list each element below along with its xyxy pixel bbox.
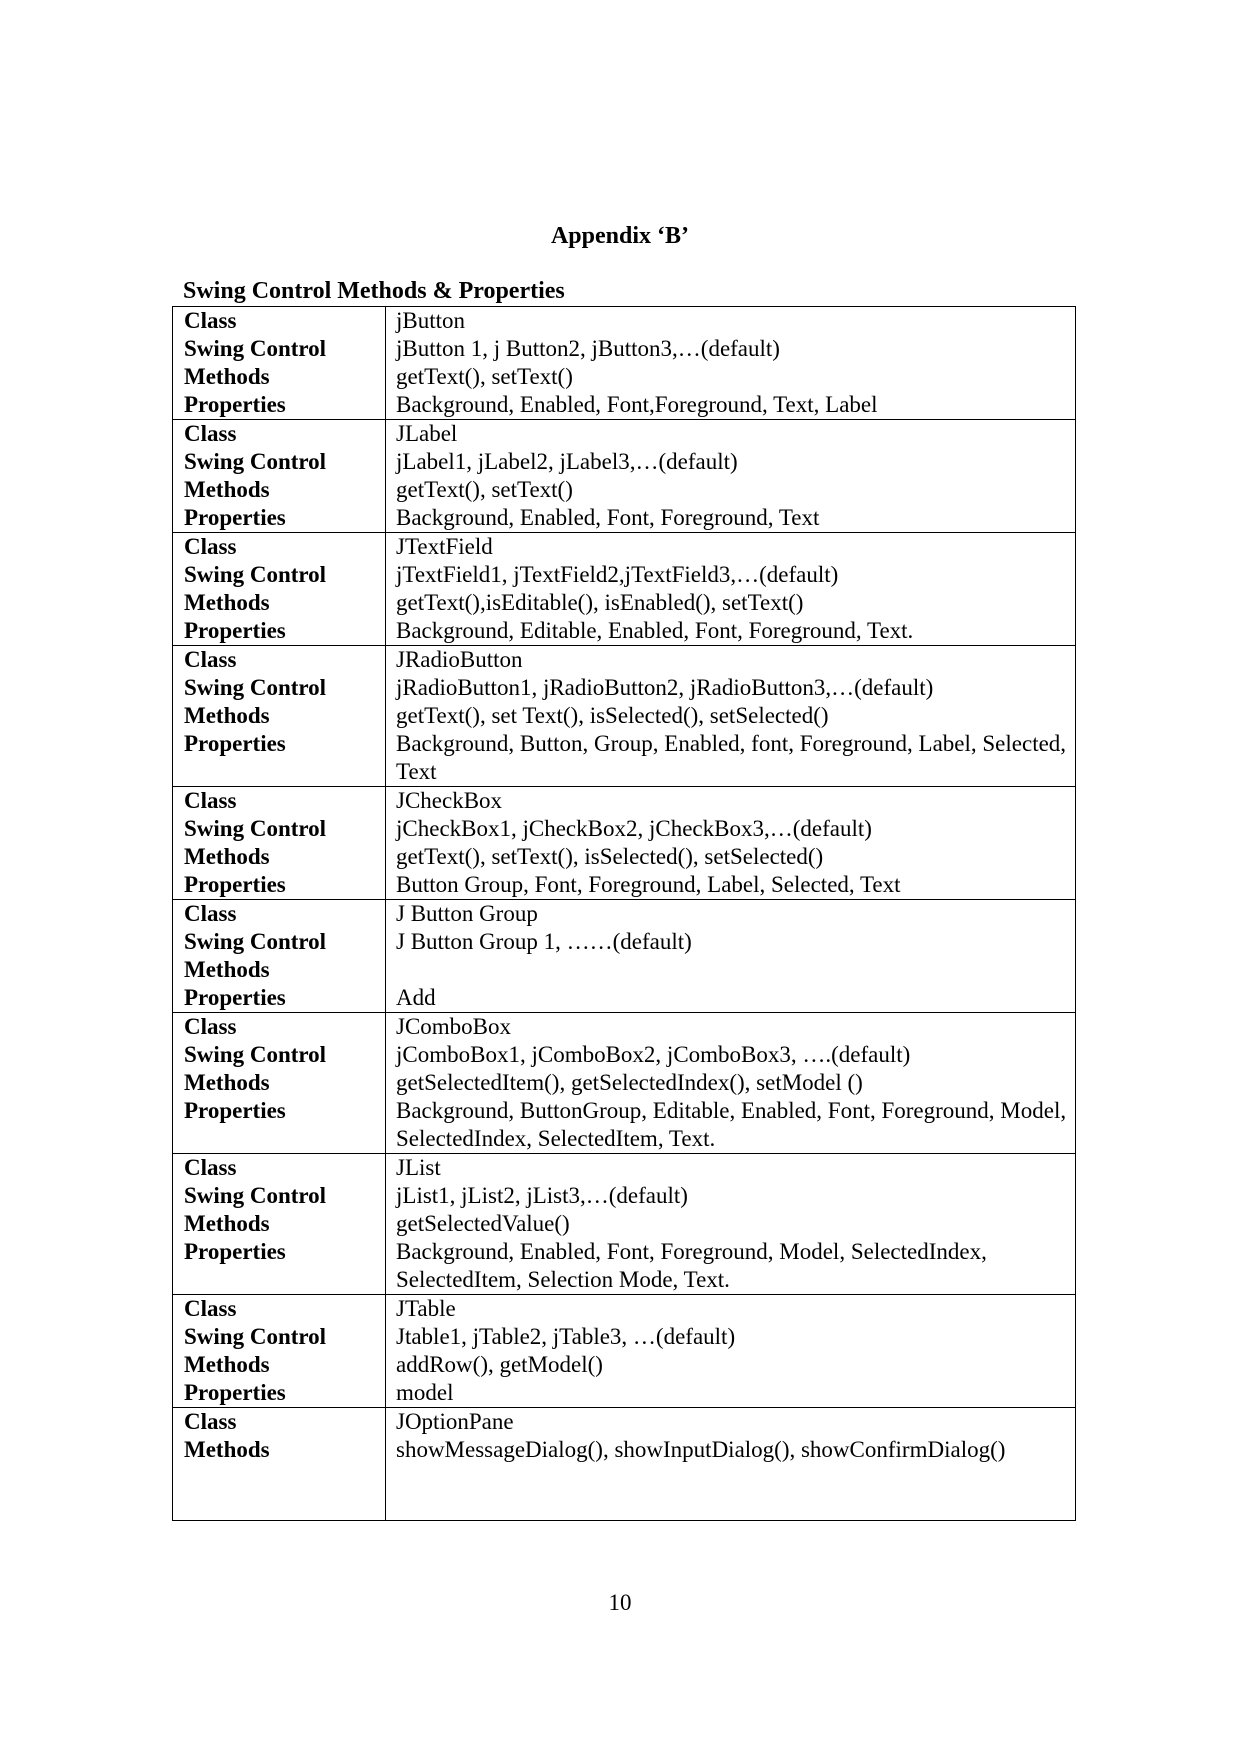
row-label: Class	[184, 534, 237, 559]
value-column	[386, 307, 1075, 419]
row-value: jComboBox1, jComboBox2, jComboBox3, ….(default)	[396, 1042, 911, 1067]
row-value: jLabel1, jLabel2, jLabel3,…(default)	[396, 449, 738, 474]
row-value: Jtable1, jTable2, jTable3, …(default)	[396, 1324, 736, 1349]
page-title: Appendix ‘B’	[550, 223, 690, 249]
page-number: 10	[608, 1590, 632, 1615]
row-value: getSelectedValue()	[396, 1211, 570, 1236]
row-value: J Button Group	[396, 901, 538, 926]
row-value: Background, Enabled, Font,Foreground, Text, Label	[396, 392, 878, 417]
row-label: Properties	[184, 1239, 286, 1264]
row-label: Swing Control	[184, 449, 327, 474]
row-value: jTextField1, jTextField2,jTextField3,…(default)	[396, 562, 839, 587]
label-column	[173, 533, 386, 645]
row-value: J Button Group 1, ……(default)	[396, 929, 692, 954]
row-value: JComboBox	[396, 1014, 512, 1039]
row-label: Methods	[184, 364, 270, 389]
row-value: Background, Button, Group, Enabled, font, Foreground, Label, Selected, Text	[396, 731, 1067, 784]
value-column	[386, 1295, 1075, 1407]
row-value: JOptionPane	[396, 1409, 514, 1434]
row-value: JTable	[396, 1296, 456, 1321]
table-group-jbutton	[173, 307, 1075, 419]
section-heading: Swing Control Methods & Properties	[183, 278, 565, 304]
row-value: jButton 1, j Button2, jButton3,…(default)	[396, 336, 780, 361]
row-label: Methods	[184, 1211, 270, 1236]
row-value: showMessageDialog(), showInputDialog(), showConfirmDialog()	[396, 1437, 1006, 1462]
row-label: Properties	[184, 505, 286, 530]
row-value: JLabel	[396, 421, 458, 446]
row-value: jList1, jList2, jList3,…(default)	[396, 1183, 688, 1208]
row-value: Background, Editable, Enabled, Font, Foreground, Text.	[396, 618, 914, 643]
row-label: Methods	[184, 590, 270, 615]
row-label: Swing Control	[184, 562, 327, 587]
row-label: Class	[184, 1296, 237, 1321]
value-column	[386, 1154, 1075, 1294]
table-group-jlabel	[173, 419, 1075, 532]
row-value: jRadioButton1, jRadioButton2, jRadioButton3,…(default)	[396, 675, 934, 700]
label-column	[173, 787, 386, 899]
value-column	[386, 533, 1075, 645]
row-label: Methods	[184, 957, 270, 982]
row-label: Swing Control	[184, 1324, 327, 1349]
row-label: Class	[184, 1155, 237, 1180]
row-label: Swing Control	[184, 1042, 327, 1067]
row-value: jCheckBox1, jCheckBox2, jCheckBox3,…(default)	[396, 816, 872, 841]
value-column	[386, 646, 1075, 786]
value-column	[386, 1408, 1075, 1520]
row-label: Class	[184, 1014, 237, 1039]
row-label: Methods	[184, 1352, 270, 1377]
label-column	[173, 420, 386, 532]
swing-controls-table	[172, 306, 1076, 1521]
row-value: JCheckBox	[396, 788, 503, 813]
label-column	[173, 1408, 386, 1520]
label-column	[173, 1154, 386, 1294]
table-group-jtextfield	[173, 532, 1075, 645]
row-value: getText(), setText()	[396, 364, 573, 389]
row-value: Background, ButtonGroup, Editable, Enabled, Font, Foreground, Model, SelectedIndex, SelectedItem, Text.	[396, 1098, 1067, 1151]
row-value: addRow(), getModel()	[396, 1352, 603, 1377]
table-group-jcheckbox	[173, 786, 1075, 899]
table-group-jbuttongroup	[173, 899, 1075, 1012]
row-value: jButton	[396, 308, 466, 333]
row-label: Properties	[184, 618, 286, 643]
table-group-jradiobutton	[173, 645, 1075, 786]
row-label: Swing Control	[184, 1183, 327, 1208]
row-label: Properties	[184, 872, 286, 897]
row-value: getText(),isEditable(), isEnabled(), setText()	[396, 590, 804, 615]
row-value: getText(), setText()	[396, 477, 573, 502]
label-column	[173, 900, 386, 1012]
row-label: Class	[184, 308, 237, 333]
row-label: Class	[184, 1409, 237, 1434]
row-value: Background, Enabled, Font, Foreground, Text	[396, 505, 820, 530]
row-label: Methods	[184, 703, 270, 728]
row-label: Swing Control	[184, 816, 327, 841]
row-label: Class	[184, 901, 237, 926]
row-value: getText(), set Text(), isSelected(), setSelected()	[396, 703, 829, 728]
row-value: Background, Enabled, Font, Foreground, Model, SelectedIndex, SelectedItem, Selection Mode, Text.	[396, 1239, 987, 1292]
table-group-joptionpane	[173, 1407, 1075, 1520]
row-label: Class	[184, 788, 237, 813]
row-label: Swing Control	[184, 336, 327, 361]
table-group-jcombobox	[173, 1012, 1075, 1153]
row-value: JList	[396, 1155, 441, 1180]
row-label: Methods	[184, 477, 270, 502]
row-label: Properties	[184, 1098, 286, 1123]
row-label: Methods	[184, 1070, 270, 1095]
value-column	[386, 787, 1075, 899]
row-label: Methods	[184, 844, 270, 869]
row-value: Button Group, Font, Foreground, Label, Selected, Text	[396, 872, 901, 897]
row-label: Properties	[184, 1380, 286, 1405]
row-value: getText(), setText(), isSelected(), setSelected()	[396, 844, 824, 869]
row-value: model	[396, 1380, 454, 1405]
row-value: getSelectedItem(), getSelectedIndex(), setModel ()	[396, 1070, 863, 1095]
row-label: Properties	[184, 985, 286, 1010]
value-column	[386, 900, 1075, 1012]
row-label: Swing Control	[184, 675, 327, 700]
row-label: Swing Control	[184, 929, 327, 954]
table-group-jtable	[173, 1294, 1075, 1407]
row-value: Add	[396, 985, 436, 1010]
value-column	[386, 420, 1075, 532]
row-label: Methods	[184, 1437, 270, 1462]
row-label: Properties	[184, 392, 286, 417]
table-group-jlist	[173, 1153, 1075, 1294]
row-value: JTextField	[396, 534, 493, 559]
row-value: JRadioButton	[396, 647, 523, 672]
label-column	[173, 307, 386, 419]
row-label: Class	[184, 647, 237, 672]
value-column	[386, 1013, 1075, 1153]
row-value	[396, 956, 1075, 984]
label-column	[173, 1013, 386, 1153]
row-label: Class	[184, 421, 237, 446]
label-column	[173, 646, 386, 786]
row-label: Properties	[184, 731, 286, 756]
label-column	[173, 1295, 386, 1407]
